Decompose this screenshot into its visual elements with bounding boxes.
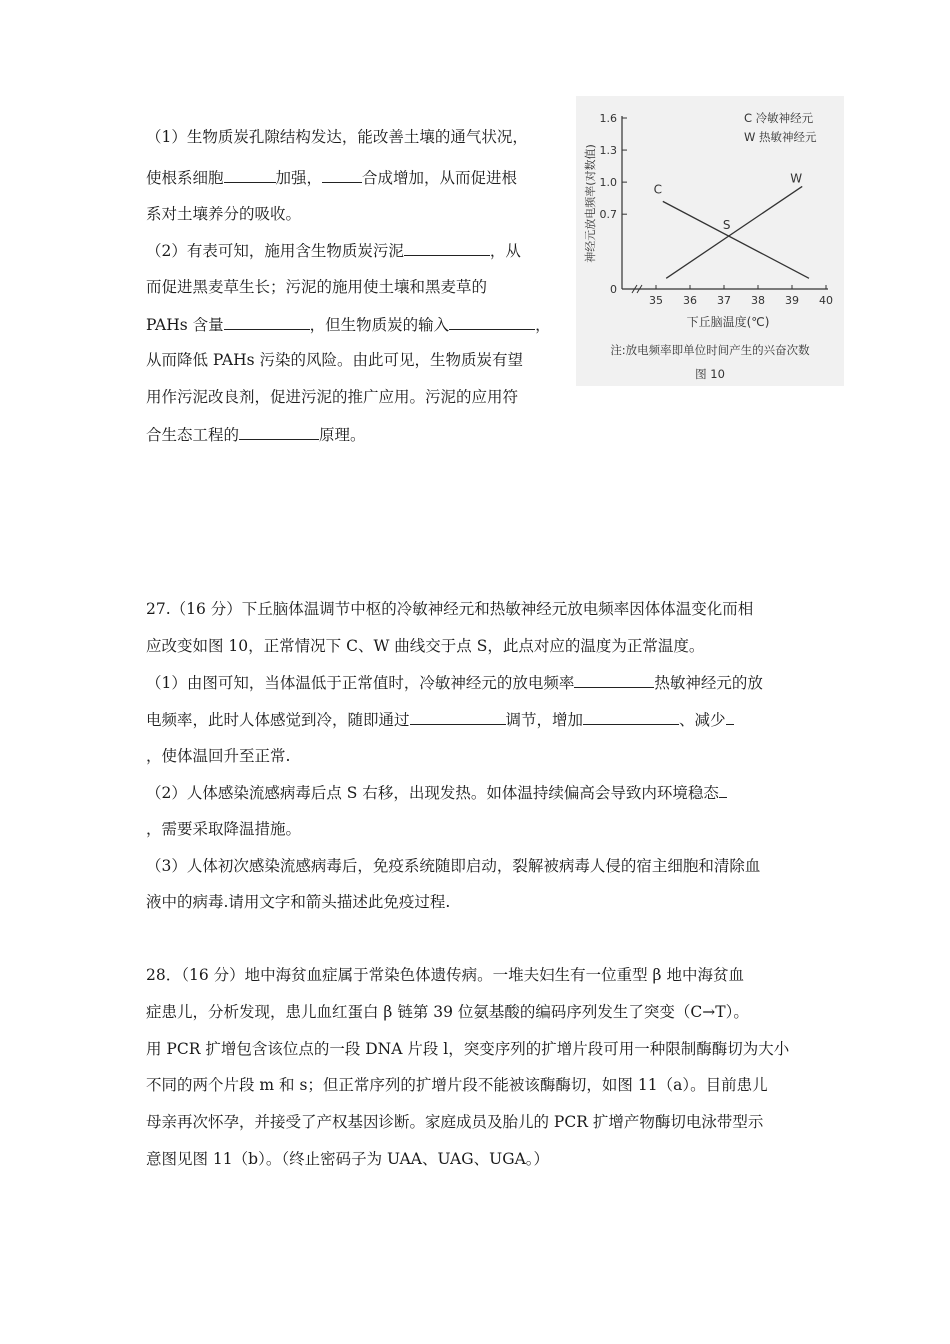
y-tick-label: 1.0 [599, 176, 617, 190]
q27-p2-line1: （2）人体感染流感病毒后点 S 右移，出现发热。如体温持续偏高会导致内环境稳态 [146, 782, 727, 803]
q27-p3-line2: 液中的病毒.请用文字和箭头描述此免疫过程. [146, 893, 451, 911]
answer-blank[interactable] [583, 709, 679, 725]
series-line-c [663, 201, 809, 278]
figure-caption: 图 10 [695, 367, 725, 381]
q27-intro-line1: 27.（16 分）下丘脑体温调节中枢的冷敏神经元和热敏神经元放电频率因体体温变化而相 [146, 600, 754, 618]
neuron-frequency-chart [576, 96, 844, 348]
x-tick-label: 36 [683, 294, 697, 307]
legend-entry-warm: W 热敏神经元 [744, 130, 817, 144]
y-tick-label: 0.7 [599, 208, 617, 222]
q27-p1-line2: 电频率，此时人体感觉到冷，随即通过 调节，增加 、减少 [146, 709, 734, 730]
q28-line3: 用 PCR 扩增包含该位点的一段 DNA 片段 l，突变序列的扩增片段可用一种限制酶酶切为大小 [146, 1040, 790, 1058]
series-label-w: W [790, 171, 803, 186]
x-tick-label: 38 [751, 294, 765, 307]
q28-line1: 28．（16 分）地中海贫血症属于常染色体遗传病。一堆夫妇生有一位重型 β 地中海贫血 [146, 966, 744, 984]
q26-p1-line3: 系对土壤养分的吸收。 [146, 205, 302, 223]
answer-blank[interactable] [239, 424, 319, 440]
q27-p2-line2: ，需要采取降温措施。 [146, 820, 302, 838]
q26-p2-line3: PAHs 含量 ，但生物质炭的输入 ， [146, 316, 551, 334]
y-tick-label: 1.6 [599, 112, 617, 125]
x-tick-label: 37 [717, 294, 731, 307]
q26-p2-line2: 而促进黑麦草生长；污泥的施用使土壤和黑麦草的 [146, 278, 488, 296]
x-axis-label: 下丘脑温度(℃) [686, 315, 770, 329]
legend-entry-cold: C 冷敏神经元 [744, 111, 814, 125]
chart-series [654, 171, 809, 278]
answer-blank[interactable] [224, 314, 310, 330]
x-tick-label: 39 [785, 294, 799, 307]
q28-line5: 母亲再次怀孕，并接受了产权基因诊断。家庭成员及胎儿的 PCR 扩增产物酶切电泳带型示 [146, 1113, 764, 1131]
q27-p3-line1: （3）人体初次感染流感病毒后，免疫系统随即启动，裂解被病毒人侵的宿主细胞和清除血 [146, 857, 761, 875]
q27-p1-line3: ，使体温回升至正常. [146, 747, 291, 765]
x-tick-label: 40 [819, 294, 833, 307]
figure-10 [576, 96, 844, 386]
y-tick-label: 0 [610, 283, 617, 296]
q28-line4: 不同的两个片段 m 和 s；但正常序列的扩增片段不能被该酶酶切，如图 11（a）。目前患儿 [146, 1076, 768, 1094]
q26-p2-line4: 从而降低 PAHs 污染的风险。由此可见，生物质炭有望 [146, 351, 524, 369]
figure-note: 注:放电频率即单位时间产生的兴奋次数 [610, 343, 810, 357]
answer-blank[interactable] [719, 782, 727, 798]
q26-p1-line1: （1）生物质炭孔隙结构发达，能改善土壤的通气状况， [146, 128, 528, 146]
chart-legend [744, 111, 817, 144]
answer-blank[interactable] [322, 167, 362, 183]
x-tick-label: 35 [649, 294, 663, 307]
answer-blank[interactable] [404, 240, 490, 256]
answer-blank[interactable] [449, 314, 535, 330]
q26-p2-line1: （2）有表可知，施用含生物质炭污泥 ，从 [146, 242, 521, 260]
q26-p2-line5: 用作污泥改良剂，促进污泥的推广应用。污泥的应用符 [146, 388, 519, 406]
q27-intro-line2: 应改变如图 10，正常情况下 C、W 曲线交于点 S，此点对应的温度为正常温度。 [146, 637, 705, 655]
series-label-c: C [653, 182, 662, 197]
intersection-label-s: S [722, 218, 731, 233]
answer-blank[interactable] [726, 709, 734, 725]
q26-p1-line2: 使根系细胞 加强， 合成增加，从而促进根 [146, 169, 518, 187]
q26-p2-line6: 合生态工程的 原理。 [146, 426, 366, 444]
answer-blank[interactable] [410, 709, 506, 725]
q28-line6: 意图见图 11（b）。（终止密码子为 UAA、UAG、UGA。） [146, 1150, 550, 1168]
answer-blank[interactable] [574, 672, 654, 688]
y-axis-label: 神经元放电频率(对数值) [584, 144, 597, 263]
q28-line2: 症患儿，分析发现，患儿血红蛋白 β 链第 39 位氨基酸的编码序列发生了突变（C→T）。 [146, 1003, 749, 1021]
y-tick-label: 1.3 [599, 144, 617, 158]
q27-p1-line1: （1）由图可知，当体温低于正常值时，冷敏神经元的放电频率 热敏神经元的放 [146, 674, 763, 692]
answer-blank[interactable] [224, 167, 276, 183]
